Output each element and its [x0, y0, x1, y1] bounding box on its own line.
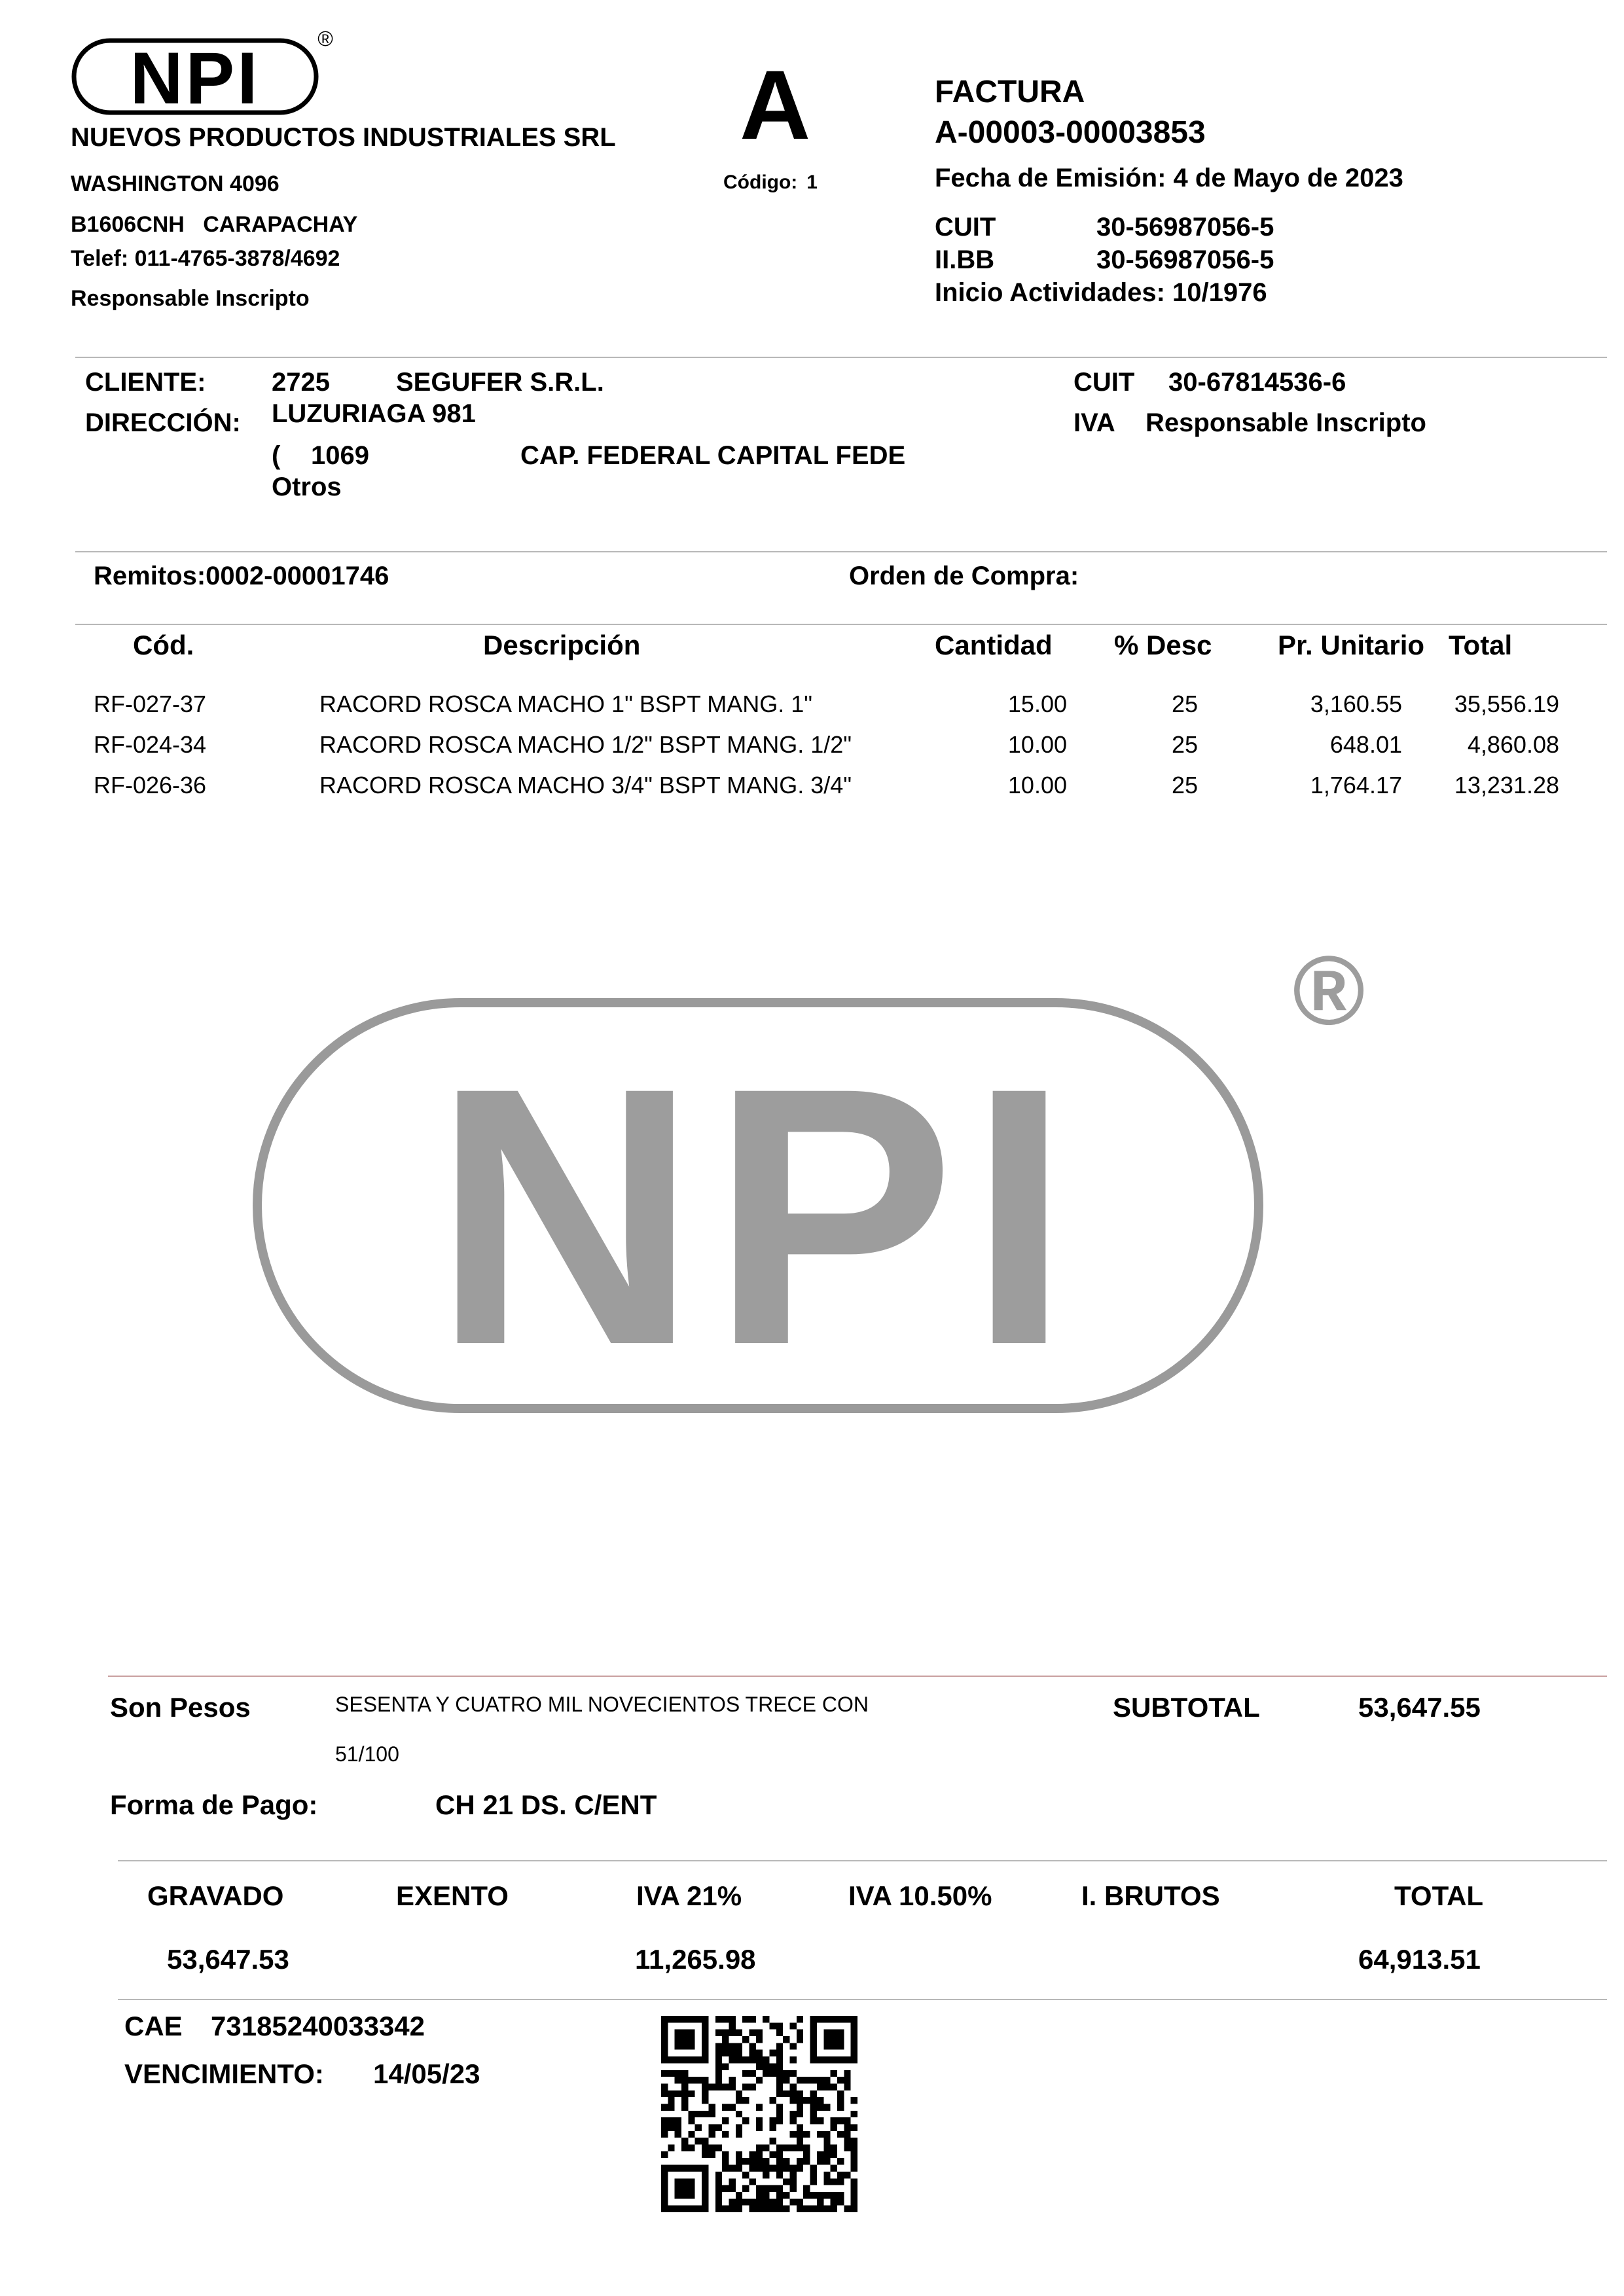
cell-description: RACORD ROSCA MACHO 1" BSPT MANG. 1" [319, 691, 813, 717]
npi-logo [69, 26, 337, 124]
issue-date: Fecha de Emisión: 4 de Mayo de 2023 [935, 164, 1403, 192]
payment-value: CH 21 DS. C/ENT [435, 1789, 657, 1820]
issuer-cuit-value: 30-56987056-5 [1096, 213, 1274, 242]
client-extra: Otros [272, 473, 342, 501]
summary-header-iva105: IVA 10.50% [848, 1880, 992, 1911]
summary-header-iva21: IVA 21% [636, 1880, 742, 1911]
cell-quantity: 10.00 [1007, 772, 1067, 798]
start-activities: Inicio Actividades: 10/1976 [935, 278, 1267, 307]
cae-label: CAE [124, 2011, 183, 2041]
invoice-code-value: 1 [806, 171, 818, 193]
client-postal-code: 1069 [311, 441, 369, 470]
cae-due-value: 14/05/23 [373, 2058, 480, 2089]
amount-in-words-line2: 51/100 [335, 1742, 399, 1766]
col-header-discount: % Desc [1114, 630, 1212, 660]
summary-header-total: TOTAL [1394, 1880, 1484, 1911]
address-label: DIRECCIÓN: [85, 408, 241, 437]
cell-description: RACORD ROSCA MACHO 3/4" BSPT MANG. 3/4" [319, 772, 852, 798]
cell-code: RF-026-36 [94, 772, 207, 798]
son-pesos-label: Son Pesos [110, 1692, 251, 1723]
remitos: Remitos:0002-00001746 [94, 562, 389, 590]
company-tax-condition: Responsable Inscripto [71, 286, 310, 311]
payment-label: Forma de Pago: [110, 1789, 318, 1820]
invoice-letter: A [740, 50, 811, 160]
client-street: LUZURIAGA 981 [272, 399, 476, 428]
total-value: 64,913.51 [1358, 1944, 1481, 1975]
col-header-code: Cód. [133, 630, 194, 660]
cell-total: 4,860.08 [1467, 731, 1559, 758]
company-name: NUEVOS PRODUCTOS INDUSTRIALES SRL [71, 123, 616, 152]
col-header-total: Total [1449, 630, 1513, 660]
amount-in-words-line1: SESENTA Y CUATRO MIL NOVECIENTOS TRECE CON [335, 1693, 869, 1716]
npi-watermark-logo [252, 942, 1378, 1440]
summary-header-ibrutos: I. BRUTOS [1081, 1880, 1220, 1911]
client-iva-value: Responsable Inscripto [1146, 408, 1426, 437]
company-postal-city: B1606CNH CARAPACHAY [71, 212, 358, 237]
watermark-text: NPI [433, 1011, 1083, 1421]
client-cuit-value: 30-67814536-6 [1168, 368, 1346, 397]
col-header-unit-price: Pr. Unitario [1278, 630, 1425, 660]
client-cuit-label: CUIT [1074, 368, 1135, 397]
divider [75, 551, 1607, 552]
subtotal-value: 53,647.55 [1358, 1692, 1481, 1723]
cell-unit-price: 1,764.17 [1310, 772, 1402, 798]
company-phone: Telef: 011-4765-3878/4692 [71, 246, 340, 271]
summary-header-exento: EXENTO [396, 1880, 509, 1911]
divider [118, 1860, 1607, 1861]
cae-value: 73185240033342 [211, 2011, 425, 2041]
cell-code: RF-024-34 [94, 731, 207, 758]
invoice-number: A-00003-00003853 [935, 115, 1206, 150]
client-name: SEGUFER S.R.L. [396, 368, 604, 397]
cell-quantity: 15.00 [1007, 691, 1067, 717]
client-paren: ( [272, 441, 281, 470]
subtotal-label: SUBTOTAL [1113, 1692, 1260, 1723]
cae-due-label: VENCIMIENTO: [124, 2058, 324, 2089]
afip-qr-code [661, 2016, 857, 2212]
divider [118, 1999, 1607, 2000]
cell-quantity: 10.00 [1007, 731, 1067, 758]
cell-total: 13,231.28 [1454, 772, 1559, 798]
cell-code: RF-027-37 [94, 691, 207, 717]
col-header-description: Descripción [483, 630, 641, 660]
iva21-value: 11,265.98 [635, 1944, 756, 1975]
cell-discount: 25 [1171, 691, 1198, 717]
company-address: WASHINGTON 4096 [71, 171, 280, 196]
cell-description: RACORD ROSCA MACHO 1/2" BSPT MANG. 1/2" [319, 731, 852, 758]
issuer-iibb-label: II.BB [935, 245, 995, 274]
gravado-value: 53,647.53 [167, 1944, 289, 1975]
client-iva-label: IVA [1074, 408, 1115, 437]
divider [108, 1676, 1607, 1677]
cell-discount: 25 [1171, 772, 1198, 798]
purchase-order-label: Orden de Compra: [849, 562, 1079, 590]
invoice-title: FACTURA [935, 75, 1085, 109]
cell-total: 35,556.19 [1454, 691, 1559, 717]
client-city: CAP. FEDERAL CAPITAL FEDE [520, 441, 906, 470]
cell-unit-price: 648.01 [1329, 731, 1402, 758]
client-code: 2725 [272, 368, 330, 397]
logo-text: NPI [130, 37, 261, 119]
cell-discount: 25 [1171, 731, 1198, 758]
watermark-registered-mark: ® [1292, 942, 1365, 1045]
issuer-iibb-value: 30-56987056-5 [1096, 245, 1274, 274]
divider [75, 624, 1607, 625]
invoice-code-label: Código: [723, 171, 798, 193]
registered-mark: ® [317, 27, 333, 50]
invoice-code [723, 171, 818, 194]
client-label: CLIENTE: [85, 368, 206, 397]
divider [75, 357, 1607, 358]
cell-unit-price: 3,160.55 [1310, 691, 1402, 717]
col-header-quantity: Cantidad [935, 630, 1053, 660]
summary-header-gravado: GRAVADO [147, 1880, 284, 1911]
issuer-cuit-label: CUIT [935, 213, 996, 242]
